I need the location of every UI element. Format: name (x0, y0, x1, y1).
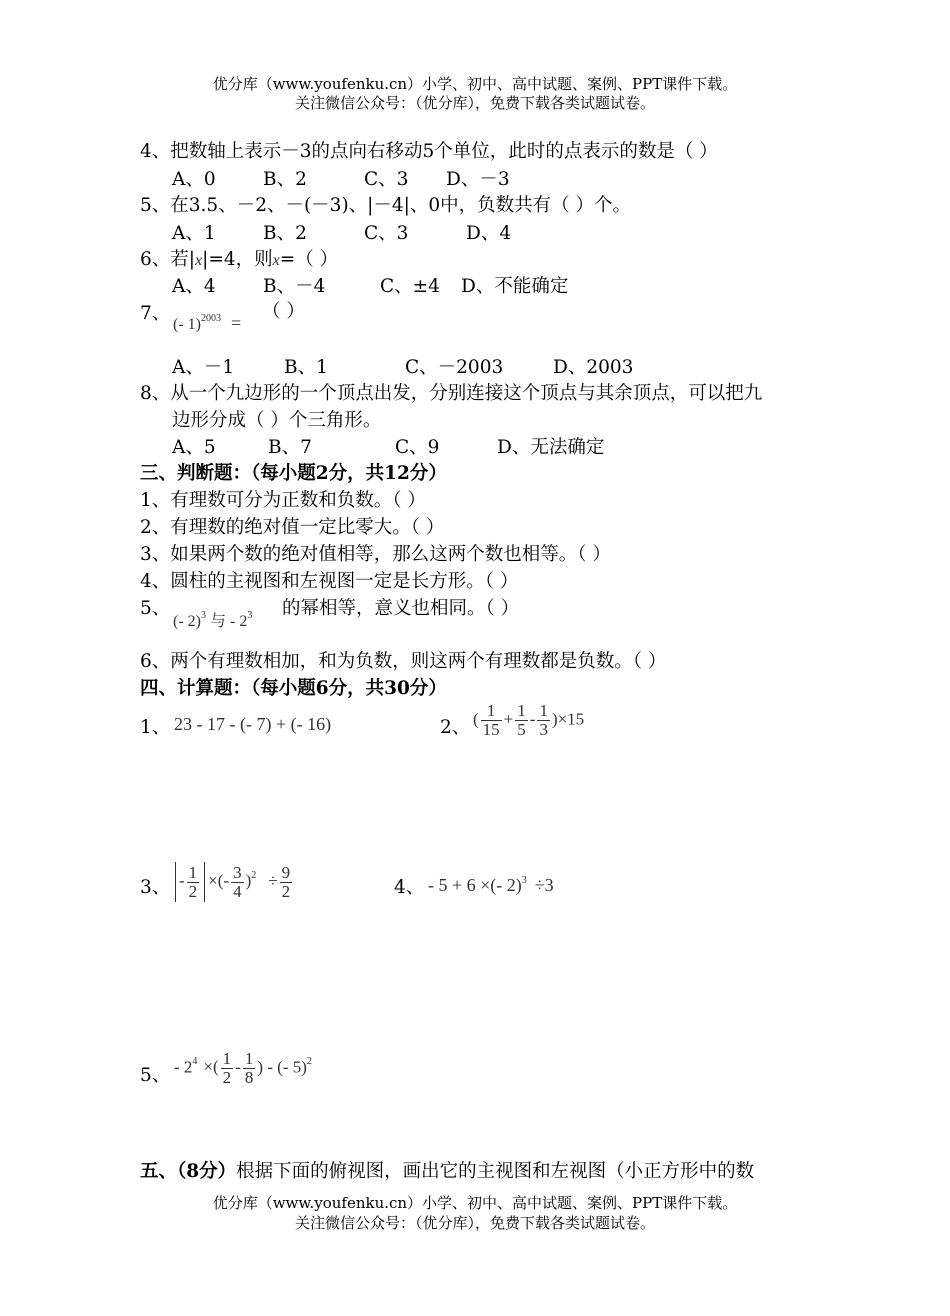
choice-q8-option-d: D、无法确定 (497, 437, 605, 458)
choice-q7-option-b: B、1 (284, 357, 328, 378)
choice-q7-expression: (- 1)$^{2003}$ = (173, 313, 242, 333)
variable-x: x (195, 252, 203, 269)
choice-q8-stem-line-2: 边形分成（ ）个三角形。 (172, 410, 382, 431)
fraction: $\frac{9}{2}$ (281, 862, 291, 901)
choice-q4-option-d: D、－3 (446, 169, 510, 190)
footer-line-1: 优分库（www.youfenku.cn）小学、初中、高中试题、案例、PPT课件下载。 (212, 1194, 738, 1212)
section-5-title: 五、（8分）根据下面的俯视图，画出它的主视图和左视图（小正方形中的数 (140, 1161, 755, 1182)
judge-q6: 6、两个有理数相加，和为负数，则这两个有理数都是负数。（ ） (140, 651, 667, 672)
choice-q5-option-a: A、1 (172, 223, 216, 244)
fraction: $\frac{1}{15}$ (482, 701, 500, 739)
fraction: $\frac{1}{2}$ (222, 1049, 232, 1087)
calc-q1-expression: 23 - 17 - (- 7) + (- 16) (174, 714, 332, 734)
choice-q6-option-a: A、4 (172, 276, 216, 297)
calc-q5-number: 5、 (140, 1065, 171, 1086)
choice-q8-option-a: A、5 (172, 437, 216, 458)
choice-q4-option-b: B、2 (263, 169, 307, 190)
fraction: $\frac{1}{8}$ (244, 1049, 254, 1087)
choice-q8-option-b: B、7 (268, 437, 312, 458)
section-3-title: 三、判断题：（每小题2分，共12分） (140, 463, 447, 484)
section-4-title: 四、计算题：（每小题6分，共30分） (140, 678, 447, 699)
judge-q5-number: 5、 (140, 598, 171, 619)
choice-q7-option-c: C、－2003 (405, 357, 504, 378)
calc-q2-expression: ( $\frac{1}{15}$ + $\frac{1}{5}$ - $\frac{1}{3}$ )×15 (473, 701, 585, 739)
header-line-1: 优分库（www.youfenku.cn）小学、初中、高中试题、案例、PPT课件下载。 (212, 75, 738, 93)
calc-q1-number: 1、 (140, 717, 171, 738)
calc-q3-number: 3、 (140, 877, 171, 898)
header-line-2: 关注微信公众号：（优分库），免费下载各类试题试卷。 (294, 94, 655, 112)
fraction: $\frac{1}{2}$ (188, 862, 198, 901)
choice-q7-number: 7、 (140, 303, 171, 324)
footer-line-2: 关注微信公众号：（优分库），免费下载各类试题试卷。 (294, 1214, 655, 1232)
choice-q5-stem: 5、在3.5、－2、－(－3)、|－4|、0中，负数共有（ ）个。 (140, 195, 632, 216)
judge-q5-text: 的幂相等，意义也相同。（ ） (282, 598, 520, 619)
choice-q8-stem-line-1: 8、从一个九边形的一个顶点出发，分别连接这个顶点与其余顶点，可以把九 (140, 383, 763, 404)
calc-q2-number: 2、 (440, 717, 471, 738)
choice-q7-option-d: D、2003 (553, 357, 634, 378)
choice-q6-option-c: C、±4 (380, 276, 440, 297)
choice-q8-option-c: C、9 (395, 437, 440, 458)
judge-q4: 4、圆柱的主视图和左视图一定是长方形。（ ） (140, 571, 519, 592)
choice-q4-option-a: A、0 (172, 169, 216, 190)
calc-q4-number: 4、 (394, 877, 425, 898)
choice-q4-stem: 4、把数轴上表示－3的点向右移动5个单位，此时的点表示的数是（ ） (140, 141, 718, 162)
choice-q7-option-a: A、－1 (172, 357, 235, 378)
fraction: $\frac{3}{4}$ (233, 862, 242, 901)
calc-q4-expression: - 5 + 6 ×(- 2)$^3$ ÷3 (428, 875, 554, 895)
choice-q5-option-b: B、2 (263, 223, 307, 244)
calc-q3-expression: - $\frac{1}{2}$ ×(- $\frac{3}{4}$ )$^2$ ÷ $\frac{9}{2}$ (172, 862, 294, 902)
choice-q6-option-d: D、不能确定 (461, 276, 569, 297)
judge-q2: 2、有理数的绝对值一定比零大。（ ） (140, 517, 445, 538)
fraction: $\frac{1}{3}$ (539, 701, 548, 739)
choice-q7-blank: （ ） (262, 301, 305, 322)
choice-q5-option-d: D、4 (466, 223, 512, 244)
choice-q6-stem: 6、若|x|=4，则x=（ ） (140, 249, 339, 270)
fraction: $\frac{1}{5}$ (517, 701, 526, 739)
judge-q3: 3、如果两个数的绝对值相等，那么这两个数也相等。（ ） (140, 544, 611, 565)
judge-q1: 1、有理数可分为正数和负数。（ ） (140, 490, 426, 511)
calc-q5-expression: - $2^4$ ×( $\frac{1}{2}$ - $\frac{1}{8}$ ) - (- 5)$^2$ (174, 1049, 312, 1087)
choice-q4-option-c: C、3 (364, 169, 409, 190)
choice-q6-option-b: B、－4 (263, 276, 326, 297)
choice-q5-option-c: C、3 (364, 223, 409, 244)
variable-x: x (272, 252, 280, 269)
judge-q5-expression: (- 2)$^3$ 与 - $2^3$ (173, 610, 253, 630)
